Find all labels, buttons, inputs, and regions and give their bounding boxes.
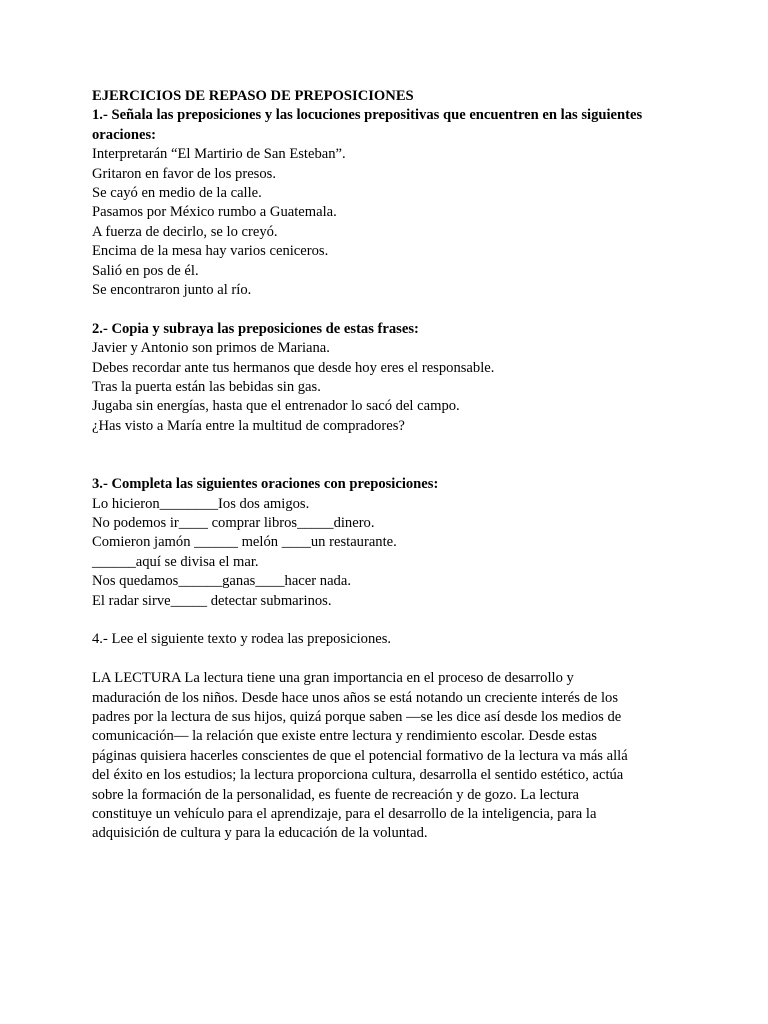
section1-sentence: Salió en pos de él. bbox=[92, 262, 199, 279]
reading-text-line: maduración de los niños. Desde hace unos años se está notando un creciente interés de los bbox=[92, 689, 619, 706]
section2-sentence: Debes recordar ante tus hermanos que desde hoy eres el responsable. bbox=[92, 359, 495, 376]
spacer bbox=[92, 436, 684, 475]
reading-text-line: padres por la lectura de sus hijos, quizá porque saben —se les dice así desde los medios de bbox=[92, 708, 622, 725]
section1-sentence: Se encontraron junto al río. bbox=[92, 282, 252, 299]
spacer bbox=[92, 300, 684, 319]
section1-sentence: Se cayó en medio de la calle. bbox=[92, 185, 262, 202]
section3-sentence: El radar sirve_____ detectar submarinos. bbox=[92, 592, 332, 609]
reading-text-line: constituye un vehículo para el aprendizaje, para el desarrollo de la inteligencia, para la bbox=[92, 805, 597, 822]
spacer bbox=[92, 650, 684, 669]
spacer bbox=[92, 611, 684, 630]
reading-text-line: adquisición de cultura y para la educación de la voluntad. bbox=[92, 825, 428, 842]
reading-text-line: comunicación— la relación que existe entre lectura y rendimiento escolar. Desde estas bbox=[92, 728, 597, 745]
section1-heading-line1: 1.- Señala las preposiciones y las locuciones prepositivas que encuentren en las siguientes bbox=[92, 107, 643, 124]
reading-text-line: LA LECTURA La lectura tiene una gran importancia en el proceso de desarrollo y bbox=[92, 670, 574, 687]
document-content bbox=[92, 87, 684, 844]
section2-heading: 2.- Copia y subraya las preposiciones de estas frases: bbox=[92, 320, 419, 337]
section3-heading: 3.- Completa las siguientes oraciones con preposiciones: bbox=[92, 476, 439, 493]
section1-sentence: Interpretarán “El Martirio de San Esteban”. bbox=[92, 146, 346, 163]
section2-sentence: Jugaba sin energías, hasta que el entrenador lo sacó del campo. bbox=[92, 398, 460, 415]
document-title: EJERCICIOS DE REPASO DE PREPOSICIONES bbox=[92, 88, 414, 104]
section1-sentence: Pasamos por México rumbo a Guatemala. bbox=[92, 204, 337, 221]
reading-text-line: páginas quisiera hacerles conscientes de que el potencial formativo de la lectura va más allá bbox=[92, 747, 628, 764]
section2-sentence: Javier y Antonio son primos de Mariana. bbox=[92, 340, 330, 357]
section3-sentence: Lo hicieron________Ios dos amigos. bbox=[92, 495, 310, 512]
section3-sentence: Comieron jamón ______ melón ____un restaurante. bbox=[92, 534, 397, 551]
section1-sentence: Encima de la mesa hay varios ceniceros. bbox=[92, 243, 329, 260]
reading-text-line: del éxito en los estudios; la lectura proporciona cultura, desarrolla el sentido estético, actúa bbox=[92, 767, 624, 784]
section1-heading-line2: oraciones: bbox=[92, 126, 157, 143]
section3-sentence: ______aquí se divisa el mar. bbox=[92, 553, 259, 570]
section3-sentence: Nos quedamos______ganas____hacer nada. bbox=[92, 573, 351, 590]
section4-heading: 4.- Lee el siguiente texto y rodea las preposiciones. bbox=[92, 631, 392, 648]
section3-sentence: No podemos ir____ comprar libros_____dinero. bbox=[92, 514, 375, 531]
section2-sentence: ¿Has visto a María entre la multitud de compradores? bbox=[92, 417, 405, 434]
section1-sentence: Gritaron en favor de los presos. bbox=[92, 165, 276, 182]
reading-text-line: sobre la formación de la personalidad, es fuente de recreación y de gozo. La lectura bbox=[92, 786, 580, 803]
section1-sentence: A fuerza de decirlo, se lo creyó. bbox=[92, 223, 278, 240]
section2-sentence: Tras la puerta están las bebidas sin gas. bbox=[92, 379, 321, 396]
